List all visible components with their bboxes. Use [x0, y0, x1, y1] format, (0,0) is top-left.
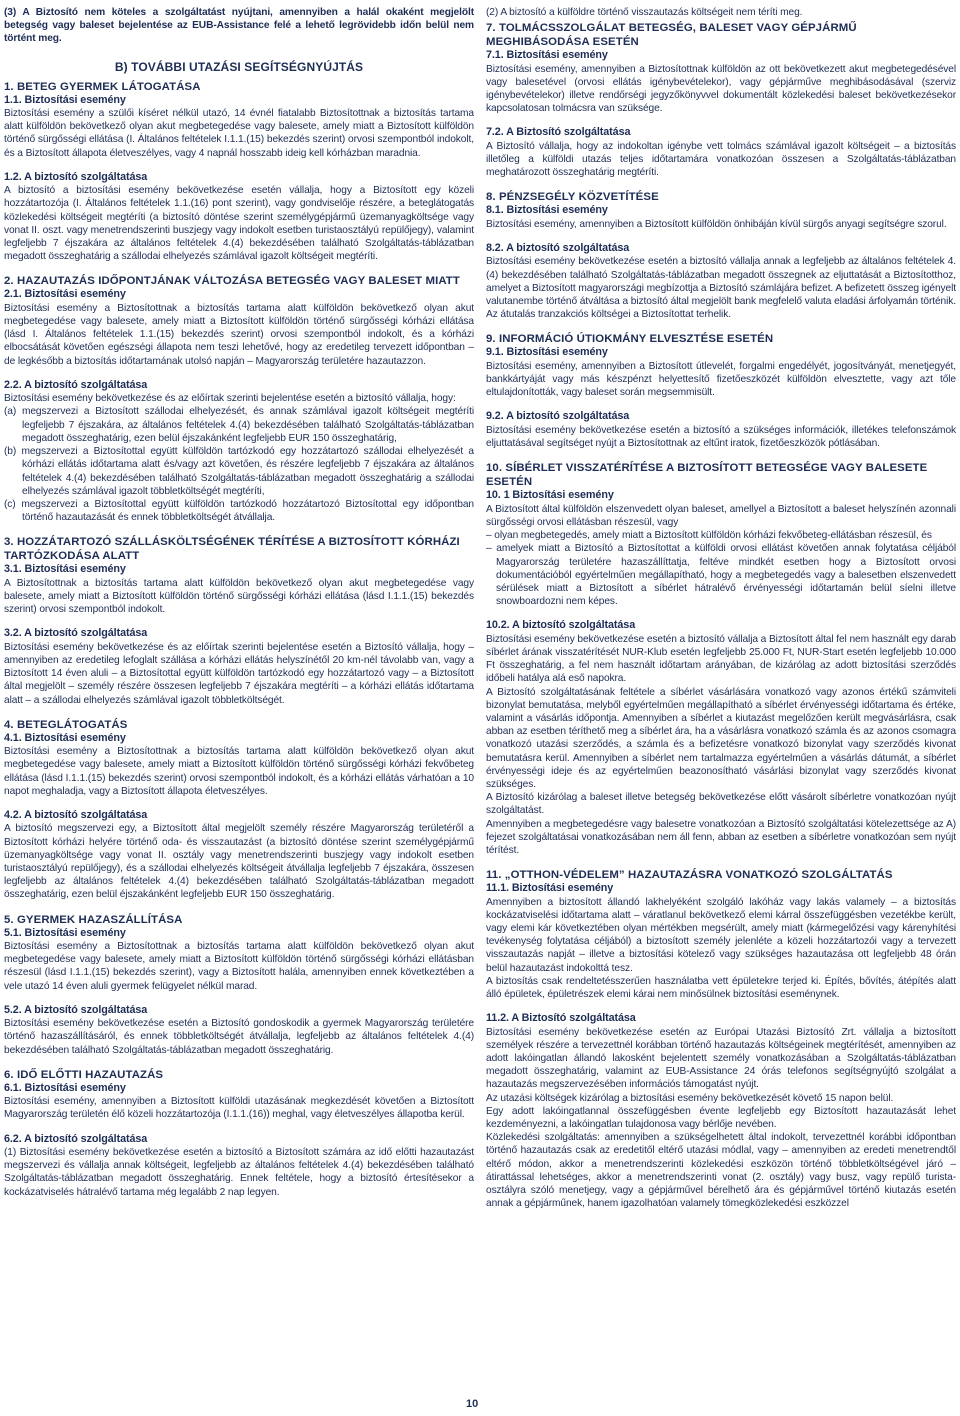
section-paragraph: Biztosítási esemény bekövetkezése esetén a biztosító vállalja a Biztosított által fel nem használt egy darab síbérlet árának visszatérítését NUR-Klub esetén legfeljebb 25.000 Ft, NUR-Start esetén legfeljebb 10.000 Ft összeghatárig, a fel nem használt időtartam arányában, de kizárólag az adott biztosítási szerződés időbeli hatálya alá eső napokra.: [486, 633, 956, 685]
section-paragraph: Amennyiben a megbetegedésre vagy balesetre vonatkozóan a Biztosító szolgáltatási kötelezettsége az A) fejezet szolgáltatásai vonatkozásában nem áll fenn, abban az esetben a síbérletre vonatkozóan sem nyújt térítést.: [486, 818, 956, 856]
section-heading: 7. TOLMÁCSSZOLGÁLAT BETEGSÉG, BALESET VAGY GÉPJÁRMŰ MEGHIBÁSODÁSA ESETÉN: [486, 22, 857, 49]
intro-block: [486, 6, 956, 19]
section-1-2: [4, 171, 474, 264]
section-paragraph: Biztosítási esemény, amennyiben a Biztosított külföldön önhibáján kívül sürgős anyagi segítségre szorul.: [486, 218, 947, 230]
section-paragraph: Biztosítási esemény a Biztosítottnak a biztosítás tartama alatt külföldön bekövetkező olyan akut megbetegedése vagy balesete, amely miatt a Biztosított külföldön történő sürgősségi kórházi ellátása (lásd I. Általános feltételek 1.1.(15) bekezdés szerint) orvosi szempontból indokolt, és a kórházi elbocsátását követően egészségi állapota nem teszi lehetővé, hogy az eredetileg tervezett időpontban – de legkésőbb a biztosítás időtartamának utolsó napján – Magyarország területére hazautazzon.: [4, 302, 474, 367]
subsection-heading: 2.1. Biztosítási esemény: [4, 288, 126, 301]
subsection-heading: 2.2. A biztosító szolgáltatása: [4, 378, 148, 391]
section-10: [486, 461, 956, 608]
section-9-2: [486, 410, 956, 450]
subsection-heading: 3.2. A biztosító szolgáltatása: [4, 627, 148, 640]
section-paragraph: Biztosítási esemény bekövetkezése esetén a biztosító a szükséges információk, illetékes telefonszámok eljuttatásával segítséget nyújt a Biztosítottnak az eltűnt iratok, fizetőeszközök pótlásában.: [486, 424, 956, 450]
section-paragraph: (1) Biztosítási esemény bekövetkezése esetén a biztosító a Biztosított számára az idő előtti hazautazást megszervezi és vállalja annak költségeit, legfeljebb az általános feltételek 4.(4) bekezdésében található Szolgáltatás-táblázatban megadott összeghatárig. Ennek feltétele, hogy a biztosító értesítésekor a kockázatviselés hátralévő tartama még legalább 2 nap legyen.: [4, 1147, 474, 1198]
section-heading: 6. IDŐ ELŐTTI HAZAUTAZÁS: [4, 1068, 164, 1081]
section-heading: 9. INFORMÁCIÓ ÚTIOKMÁNY ELVESZTÉSE ESETÉN: [486, 333, 774, 346]
section-paragraph: A Biztosítottnak a biztosítás tartama alatt külföldön bekövetkező olyan akut megbetegedése vagy balesete, amely miatt a Biztosított külföldön történő sürgősségi kórházi ellátása (lásd I.1.1.(15) bekezdés szerint) orvosi szempontból indokolt.: [4, 577, 474, 616]
subsection-heading: 1.1. Biztosítási esemény: [4, 93, 126, 106]
section-paragraph: A biztosító megszervezi egy, a Biztosított által megjelölt személy részére Magyarország területéről a Biztosított kórházi helyére történő oda- és visszautazást (a biztosító döntése szerint személygépjármű üzemanyagköltsége vagy vonat II. osztály vagy menetrendszerinti buszjegy vagy indokolt esetben turistaosztályú repülőjegy), és a szállodai elhelyezés költségeit átvállalja legfeljebb 7 éjszakára, összesen legfeljebb az általános feltételek 4.(4) bekezdésében található Szolgáltatás-táblázatban megadott összeghatárig, ezen belül éjszakánként legfeljebb EUR 150 összeghatárig.: [4, 823, 474, 901]
section-6: [4, 1068, 474, 1122]
list-item: (a) megszervezi a Biztosított szállodai elhelyezését, és annak számlával igazolt költségeit megtéríti legfeljebb 7 éjszakára, az általános feltételek 4.(4) bekezdésében található Szolgáltatás-táblázatban megadott összeghatárig, ezen belül éjszakánként legfeljebb EUR 150 összeghatárig,: [4, 406, 474, 444]
section-heading: 2. HAZAUTAZÁS IDŐPONTJÁNAK VÁLTOZÁSA BETEGSÉG VAGY BALESET MIATT: [4, 275, 460, 288]
section-heading: 10. SÍBÉRLET VISSZATÉRÍTÉSE A BIZTOSÍTOTT BETEGSÉGE VAGY BALESETE ESETÉN: [486, 462, 928, 489]
subsection-heading: 7.2. A Biztosító szolgáltatása: [486, 126, 631, 139]
section-3-2: [4, 627, 474, 706]
section-paragraph: Az utazási költségek kizárólag a biztosítási esemény bekövetkezését követő 15 napon belül.: [486, 1092, 894, 1104]
subsection-heading: 10. 1 Biztosítási esemény: [486, 489, 614, 502]
section-paragraph: A Biztosító kizárólag a baleset illetve betegség bekövetkezése előtt vásárolt síbérletre vonatkozóan nyújt szolgáltatást.: [486, 792, 956, 817]
left-column: [4, 6, 474, 1210]
section-paragraph: Biztosítási esemény, amennyiben a Biztosított külföldi utazásának megkezdését követően a Biztosított Magyarország területén élő közeli hozzátartozója (I.1.1.(16)) meghal, vagy életveszélyes állapotba kerül.: [4, 1096, 474, 1121]
section-1: [4, 80, 474, 160]
section-paragraph: Biztosítási esemény bekövetkezése esetén a biztosító vállalja annak a legfeljebb az általános feltételek 4.(4) bekezdésében található Szolgáltatás-táblázatban megadott összegnek az eljuttatását a Biztosítotthoz, amelyet a Biztosított magyarországi megbízottja a Biztosító számlájára befizet. A befizetett összeg igényelt valutanembe történő átváltása a biztosító által megjelölt bank megfelelő valuta eladási árfolyamán történik. Az átutalás tranzakciós költségei a Biztosítottat terhelik.: [486, 256, 956, 321]
section-paragraph: Amennyiben a biztosított állandó lakhelyéként szolgáló lakóház vagy lakás valamely – a biztosítás kockázatviselési időtartama alatt – váratlanul bekövetkező elemi kárral összefüggésben vezetékbe került, vagy elemi kár következtében olyan mértékben megsérült, amely miatt (kármegelőzési vagy kárenyhítési tevékenység folytatása céljából) a biztosított személy jelenléte a közeli hozzátartozói vagy a tervezett visszautazás napját – illetve a biztosítási kötelező vagy szükséges hazautazása ott legfeljebb 48 órán belül hazautazást indokolttá tesz.: [486, 896, 956, 974]
subsection-heading: 9.1. Biztosítási esemény: [486, 346, 608, 359]
section-paragraph: A Biztosított által külföldön elszenvedett olyan baleset, amellyel a Biztosított a baleset helyszínén azonnali sürgősségi orvosi ellátásban részesül, vagy: [486, 503, 956, 528]
section-heading: 5. GYERMEK HAZASZÁLLÍTÁSA: [4, 913, 183, 926]
intro-paragraph: (3) A Biztosító nem köteles a szolgáltatást nyújtani, amennyiben a halál okaként megjelölt betegség vagy baleset bejelentése az EUB-Assistance felé a lehető legrövidebb időn belül nem történt meg.: [4, 7, 474, 45]
subsection-heading: 8.1. Biztosítási esemény: [486, 204, 608, 217]
section-paragraph: Biztosítási esemény bekövetkezése és az előírtak szerinti bejelentése esetén a biztosító vállalja, hogy:: [4, 393, 456, 405]
section-2: [4, 274, 474, 367]
subsection-heading: 11.2. A Biztosító szolgáltatása: [486, 1012, 636, 1025]
section-6-2: [4, 1133, 474, 1199]
section-paragraph: A biztosító a biztosítási esemény bekövetkezése esetén vállalja, hogy a Biztosított egy közeli hozzátartozója (I. Általános feltételek 1.1.(16) pont szerint), vagy gondviselője részére, a beteglátogatás közlekedési költségeit megtéríti (a biztosító döntése szerint személygépjármű üzemanyagköltsége vagy vonat II. oszt. vagy menetrendszerinti buszjegy vagy indokolt esetben turistaosztályú repülőjegy), valamint legfeljebb 7 éjszakára az általános feltételek 4.(4) bekezdésében található Szolgáltatás-táblázatban megadott összeghatárig a szállodai elhelyezés számlával igazolt költségeit megtéríti.: [4, 185, 474, 263]
section-heading: 8. PÉNZSEGÉLY KÖZVETÍTÉSE: [486, 191, 659, 204]
subsection-heading: 10.2. A biztosító szolgáltatása: [486, 619, 636, 632]
section-paragraph: Biztosítási esemény a Biztosítottnak a biztosítás tartama alatt külföldön bekövetkező olyan akut megbetegedése vagy balesete, amely miatt a Biztosított külföldön történő sürgősségi kórházi fekvőbeteg ellátása (lásd I.1.1.(15) bekezdés szerint) orvosi szempontból indokolt, és a kórházi ellátás várhatóan a 10 napot meghaladja, vagy a Biztosított állapota életveszélyes.: [4, 746, 474, 797]
section-paragraph: Biztosítási esemény bekövetkezése esetén a Biztosító gondoskodik a gyermek Magyarország területére történő hazaszállításáról, és ennek többletköltségét átvállalja, legfeljebb az általános feltételek 4.(4) bekezdésében található Szolgáltatás-táblázatban megadott összeghatárig.: [4, 1018, 474, 1056]
section-heading: 3. HOZZÁTARTOZÓ SZÁLLÁSKÖLTSÉGÉNEK TÉRÍTÉSE A BIZTOSÍTOTT KÓRHÁZI TARTÓZKODÁSA ALATT: [4, 536, 460, 563]
subsection-heading: 4.2. A biztosító szolgáltatása: [4, 808, 148, 821]
section-paragraph: Közlekedési szolgáltatás: amennyiben a szükségelhetett által indokolt, tervezettnél korábbi időpontban történő hazautazás csak az eredetitől eltérő utazási módlal, vagy – amennyiben az eredeti menetrendtől eltérő módon, akkor a menetrendszerinti közlekedési eszközön történő többletköltségével járó – átirattással lehetséges, akkor a menetrendszerinti vonat (2. osztály) vagy busz, vagy repülő turista-osztályra szóló menetjegy, vagy a gépjárművel bérelhető ára és gépjárművel történő kiutazás esetén annak a gépjárműnek, hanem igazolhatóan valamely tömegközlekedési eszközzel: [486, 1132, 956, 1210]
section-heading: 1. BETEG GYERMEK LÁTOGATÁSA: [4, 80, 201, 93]
intro-block: [4, 6, 474, 46]
section-10-2: [486, 619, 956, 857]
section-9: [486, 332, 956, 399]
section-paragraph: A Biztosító vállalja, hogy az indokoltan igénybe vett tolmács számlával igazolt költségeit – a biztosítás illetőleg a külföldi utazás teljes időtartamára vonatkozóan összesen a Szolgáltatás-táblázatban meghatározott összeghatárig megtéríti.: [486, 140, 956, 179]
section-paragraph: Biztosítási esemény a Biztosítottnak a biztosítás tartama alatt külföldön bekövetkező olyan akut megbetegedése vagy balesete, amely miatt a Biztosított külföldön történő sürgősségi kórházi ellátásban részesül (lásd I.1.1.(15) bekezdés szerint), vagy a Biztosított halála, amennyiben ennek következtében a vele utazó 14 éven aluli gyermek felügyelet nélkül marad.: [4, 941, 474, 992]
subsection-heading: 5.2. A biztosító szolgáltatása: [4, 1003, 148, 1016]
section-2-2: [4, 379, 474, 524]
section-4: [4, 718, 474, 798]
section-8: [486, 190, 956, 231]
section-4-2: [4, 809, 474, 902]
section-paragraph: Biztosítási esemény bekövetkezése és az előírtak szerinti bejelentése esetén a Biztosító vállalja, hogy – amennyiben az eredetileg lefoglalt szállása a kórházi ellátás helyszínétől 20 km-nél távolabb van, vagy a Biztosított 14 éven aluli – a Biztosítottal együtt külföldön tartózkodó egy hozzátartozó vagy – a Biztosított által megjelölt – személy részére összesen legfeljebb 7 éjszakára megtéríti – a kórházi ellátás időtartama alatt – a szállodai elhelyezés számlával igazolt többletköltségét.: [4, 641, 474, 706]
part-title: B) TOVÁBBI UTAZÁSI SEGÍTSÉGNYÚJTÁS: [114, 59, 364, 74]
subsection-heading: 7.1. Biztosítási esemény: [486, 49, 608, 62]
section-paragraph: Biztosítási esemény bekövetkezése esetén az Európai Utazási Biztosító Zrt. vállalja a biztosított személyek részére a tervezettnél korábban történő hazautazás költségeinek megtérítését, amennyiben az adott lakóingatlan állandó lakosként bejelentett személy vonatkozásában a Szolgáltatás-táblázatban megadott összeghatárig, valamint az EUB-Assistance 24 órás telefonos segítségnyújtó szolgálat a hazautazás megszervezésében információs támogatást nyújt.: [486, 1026, 956, 1091]
section-paragraph: Biztosítási esemény, amennyiben a Biztosított útlevelét, forgalmi engedélyét, jogosítványát, menetjegyét, bankkártyáját vagy más készpénzt helyettesítő fizetőeszközét külföldön elvesztette, vagy azt tőle eltulajdonították, vagy baleset során megsemmisült.: [486, 360, 956, 399]
section-5-2: [4, 1004, 474, 1057]
subsection-heading: 1.2. A biztosító szolgáltatása: [4, 170, 148, 183]
section-7: [486, 21, 956, 115]
intro-paragraph: (2) A biztosító a külföldre történő visszautazás költségeit nem téríti meg.: [486, 7, 803, 18]
section-heading: 4. BETEGLÁTOGATÁS: [4, 718, 128, 731]
section-11: [486, 868, 956, 1001]
subsection-heading: 8.2. A biztosító szolgáltatása: [486, 242, 630, 255]
section-paragraph: Biztosítási esemény, amennyiben a Biztosítottnak külföldön az ott bekövetkezett akut megbetegedésével vagy balesetével (orvosi ellátás igénybevételekor), vagy gépjárműve meghibásodásával (szerviz igénybevételekor) illetve rendőrségi jegyzőkönyvvel dokumentált közlekedési baleset bekövetkezésekor kapcsolatosan tolmácsra van szüksége.: [486, 63, 956, 115]
section-7-2: [486, 126, 956, 179]
section-paragraph: A Biztosító szolgáltatásának feltétele a síbérlet vásárlására vonatkozó vagy azonos értékű számviteli bizonylat bemutatása, melyből egyértelműen megállapítható a síbérlet érvényességi időtartama és értéke, valamint a vásárlás időpontja. Amennyiben a síbérlet a kiutazást megelőzően került megvásárlásra, csak abban az esetben téríthető meg a síbérlet ára, ha a vásárlásra vonatkozó számla és az azonos csomagra vonatkozó utazási szerződés, a számla és a befizetésre vonatkozó bizonylat vagy szerződés kivonat bemutatásra kerül. Amennyiben a síbérlet nem tartalmazza egyértelműen a vásárlás dátumát, a síbérlet érvényességi ideje és az egyértelműen beazonosítható vásárlási bizonylat vagy szerződés kivonat szükséges.: [486, 686, 956, 790]
section-paragraph: Egy adott lakóingatlannal összefüggésben évente legfeljebb egy Biztosított hazautazását lehet kezdeményezni, a lakóingatlan tulajdonosa vagy bérlője nevében.: [486, 1105, 956, 1131]
subsection-heading: 3.1. Biztosítási esemény: [4, 563, 126, 576]
section-paragraph: A biztosítás csak rendeltetésszerűen használatba vett épületekre terjed ki. Építés, bővítés, átépítés alatt álló épületek, épületrészek elemi kárai nem minősülnek biztosítási eseménynek.: [486, 975, 956, 1001]
section-paragraph: Biztosítási esemény a szülői kíséret nélkül utazó, 14 évnél fiatalabb Biztosítottnak a biztosítás tartama alatt külföldön bekövetkező olyan akut megbetegedése vagy balesete, amely miatt a Biztosított külföldön történő sürgősségi ellátása (I. Általános feltételek I.1.1.(15) bekezdés szerint) orvosi szempontból indokolt, és a Biztosított állapota életveszélyes, vagy 4 napnál hosszabb ideig kell kórházban maradnia.: [4, 108, 474, 159]
right-column: [486, 6, 956, 1221]
section-8-2: [486, 242, 956, 321]
subsection-heading: 5.1. Biztosítási esemény: [4, 926, 126, 939]
section-11-2: [486, 1012, 956, 1210]
section-heading: 11. „OTTHON-VÉDELEM” HAZAUTAZÁSRA VONATKOZÓ SZOLGÁLTATÁS: [486, 869, 893, 882]
list-item: (c) megszervezi a Biztosítottal együtt külföldön tartózkodó hozzátartozó Biztosítottal egy időpontban történő hazautazását és ennek többletköltségét átvállalja.: [4, 498, 474, 524]
page-number: 10: [466, 1398, 479, 1410]
section-5: [4, 913, 474, 993]
list-item: – olyan megbetegedés, amely miatt a Biztosított külföldön kórházi fekvőbeteg-ellátásban részesül, és: [486, 530, 932, 542]
subsection-heading: 11.1. Biztosítási esemény: [486, 882, 614, 895]
list-item: (b) megszervezi a Biztosítottal együtt külföldön tartózkodó egy hozzátartozó szállodai elhelyezését a kórházi ellátás időtartama alatt és/vagy azt követően, és részére legfeljebb 7 éjszakára az általános feltételek 4.(4) bekezdésében található Szolgáltatás-táblázatban megadott összeghatárig a szállodai elhelyezés számlával igazolt többletköltségét megtéríti,: [4, 446, 474, 497]
subsection-heading: 4.1. Biztosítási esemény: [4, 731, 126, 744]
list-item: – amelyek miatt a Biztosító a Biztosítottat a külföldi orvosi ellátást követően annak folytatása céljából Magyarország területére hazaszállíttatja, feltéve mindkét esetben hogy a Biztosított orvosi dokumentációból egyértelműen megállapítható, hogy a megbetegedés vagy a balesetben elszenvedett sérülések miatt a Biztosított a síbérlet hátralévő érvényességi időtartamán belül síelni illetve snowboardozni nem képes.: [486, 543, 956, 608]
section-3: [4, 535, 474, 616]
subsection-heading: 9.2. A biztosító szolgáltatása: [486, 410, 630, 423]
subsection-heading: 6.2. A biztosító szolgáltatása: [4, 1132, 148, 1145]
subsection-heading: 6.1. Biztosítási esemény: [4, 1081, 126, 1094]
